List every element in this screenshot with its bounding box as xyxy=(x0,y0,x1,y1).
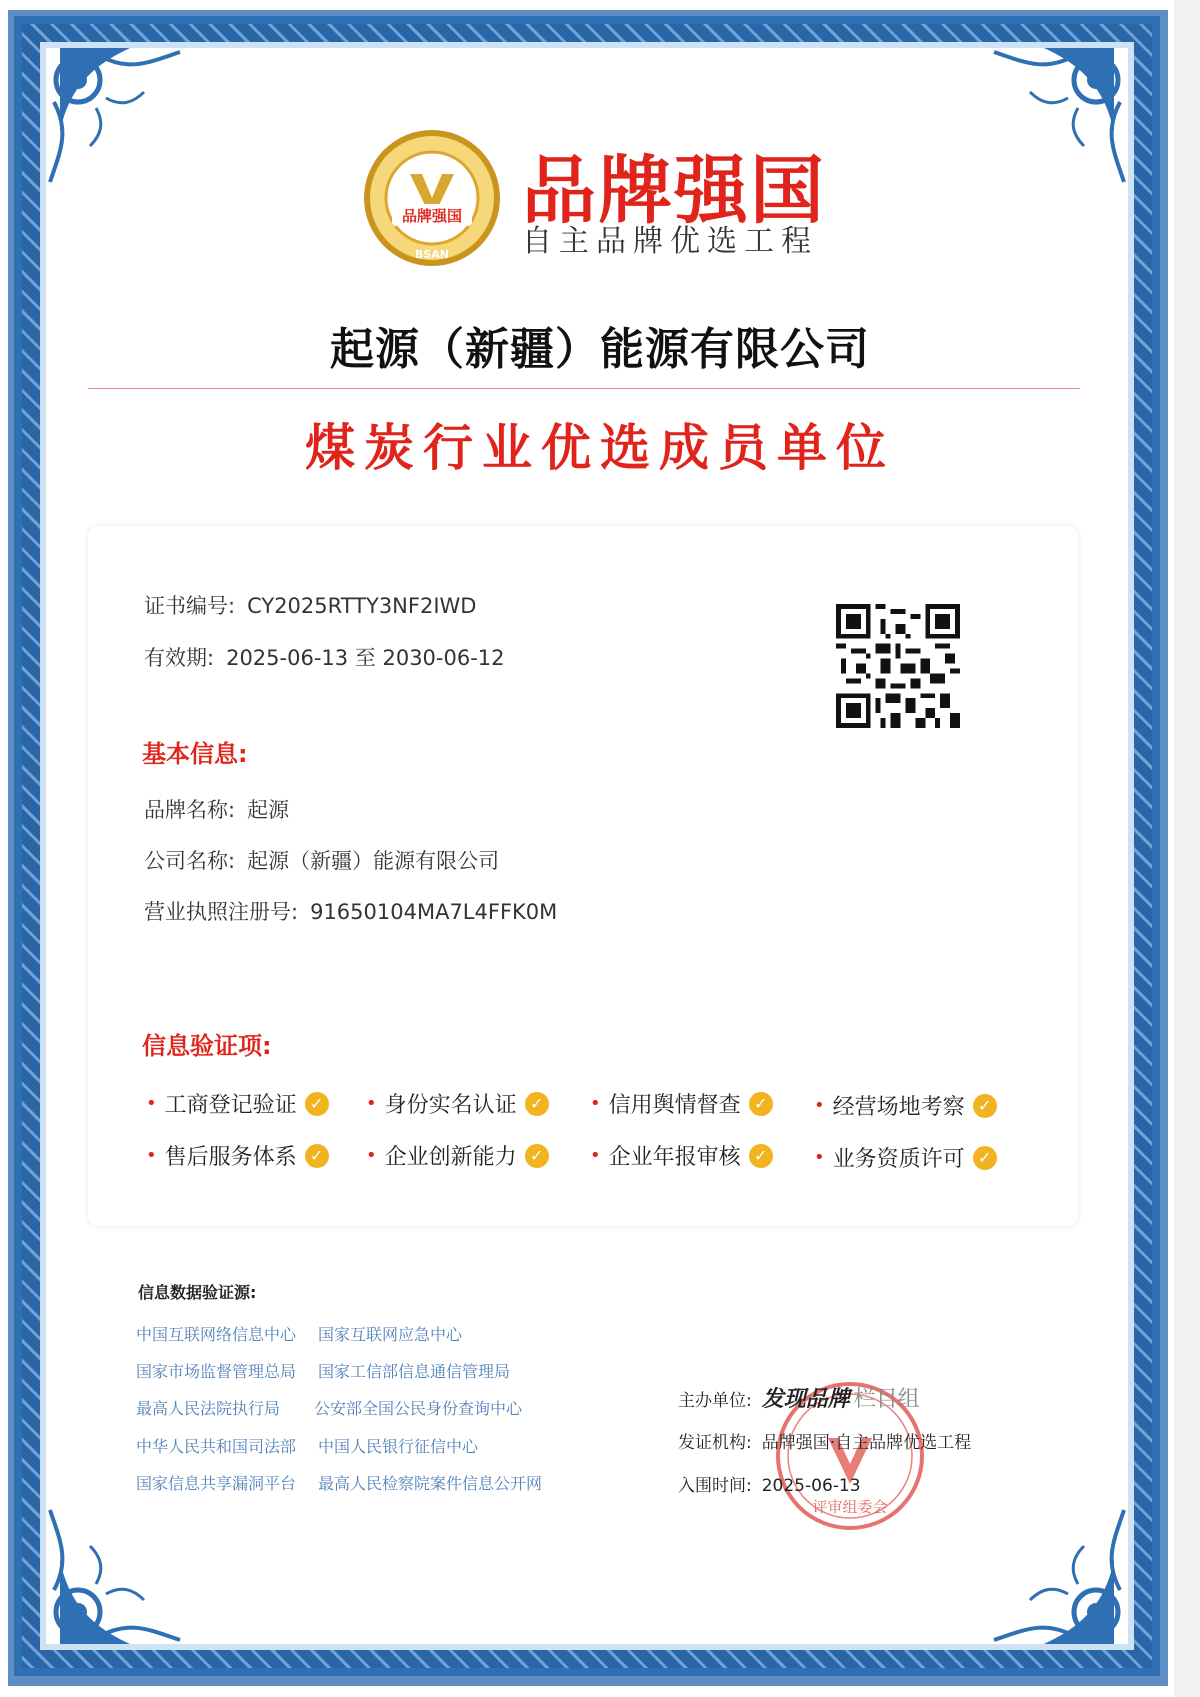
corner-ornament-top-left xyxy=(40,42,190,192)
check-icon: ✓ xyxy=(749,1144,773,1168)
certificate-number: CY2025RTTY3NF2IWD xyxy=(247,594,477,618)
source-item: 最高人民法院执行局 xyxy=(136,1399,281,1418)
qr-code[interactable] xyxy=(836,604,960,728)
source-item: 公安部全国公民身份查询中心 xyxy=(314,1399,523,1418)
verification-item: • 售后服务体系 ✓ xyxy=(146,1140,329,1171)
verification-item: • 信用舆情督查 ✓ xyxy=(590,1088,773,1119)
verification-item: • 业务资质许可 ✓ xyxy=(814,1142,997,1173)
certificate-number-label: 证书编号: xyxy=(144,594,236,618)
check-icon: ✓ xyxy=(973,1094,997,1118)
license-label: 营业执照注册号: xyxy=(144,900,299,924)
scan-margin xyxy=(1174,0,1200,1697)
sources-heading: 信息数据验证源: xyxy=(138,1283,257,1302)
brand-name-row xyxy=(144,794,289,824)
check-icon: ✓ xyxy=(525,1092,549,1116)
check-icon: ✓ xyxy=(305,1092,329,1116)
seal-bottom-text: BSAN xyxy=(414,248,450,261)
brand-seal-logo xyxy=(362,128,502,268)
source-item: 国家工信部信息通信管理局 xyxy=(318,1362,511,1381)
brand-name-value: 起源 xyxy=(247,798,290,822)
basic-info-heading: 基本信息: xyxy=(142,740,248,768)
source-item: 中国互联网络信息中心 xyxy=(136,1325,297,1344)
source-item: 国家互联网应急中心 xyxy=(318,1325,463,1344)
seal-center-text: 品牌强国 xyxy=(401,207,463,225)
host-suffix: 栏目组 xyxy=(853,1387,920,1412)
corner-ornament-bottom-left xyxy=(40,1500,190,1650)
source-item: 国家信息共享漏洞平台 xyxy=(136,1474,297,1493)
source-item: 国家市场监督管理总局 xyxy=(136,1362,297,1381)
company-name-label: 公司名称: xyxy=(144,849,236,873)
source-item: 中华人民共和国司法部 xyxy=(136,1437,297,1456)
brand-name-label: 品牌名称: xyxy=(144,798,236,822)
verification-item: • 经营场地考察 ✓ xyxy=(814,1090,997,1121)
corner-ornament-bottom-right xyxy=(984,1500,1134,1650)
source-item: 最高人民检察院案件信息公开网 xyxy=(318,1474,543,1493)
license-value: 91650104MA7L4FFK0M xyxy=(310,900,558,924)
issuer-row xyxy=(678,1428,971,1453)
check-icon: ✓ xyxy=(525,1144,549,1168)
corner-ornament-top-right xyxy=(984,42,1134,192)
validity-value: 2025-06-13 至 2030-06-12 xyxy=(226,646,505,670)
check-icon: ✓ xyxy=(749,1092,773,1116)
date-value: 2025-06-13 xyxy=(761,1476,861,1496)
issuer-label: 发证机构: xyxy=(678,1433,752,1453)
verification-item: • 企业创新能力 ✓ xyxy=(366,1140,549,1171)
brand-title: 品牌强国 xyxy=(522,148,826,234)
check-icon: ✓ xyxy=(305,1144,329,1168)
stamp-text: 评审组委会 xyxy=(812,1498,888,1516)
verification-item: • 身份实名认证 ✓ xyxy=(366,1088,549,1119)
validity-row xyxy=(144,642,505,672)
verification-item: • 工商登记验证 ✓ xyxy=(146,1088,329,1119)
certificate-number-row xyxy=(144,590,476,620)
check-icon: ✓ xyxy=(973,1146,997,1170)
source-item: 中国人民银行征信中心 xyxy=(318,1437,479,1456)
issuer-value: 品牌强国·自主品牌优选工程 xyxy=(761,1433,972,1453)
verification-heading: 信息验证项: xyxy=(142,1032,272,1060)
company-title: 起源（新疆）能源有限公司 xyxy=(330,324,870,375)
title-divider xyxy=(88,388,1080,389)
validity-label: 有效期: xyxy=(144,646,215,670)
host-logo: 发现品牌 xyxy=(761,1387,850,1412)
verification-item: • 企业年报审核 ✓ xyxy=(590,1140,773,1171)
company-name-value: 起源（新疆）能源有限公司 xyxy=(247,849,500,873)
date-row xyxy=(678,1471,861,1496)
member-title: 煤炭行业优选成员单位 xyxy=(305,419,895,477)
host-row xyxy=(678,1382,920,1413)
date-label: 入围时间: xyxy=(678,1476,752,1496)
host-label: 主办单位: xyxy=(678,1391,752,1411)
company-name-row xyxy=(144,845,499,875)
brand-subtitle: 自主品牌优选工程 xyxy=(522,224,818,259)
license-row xyxy=(144,896,557,926)
